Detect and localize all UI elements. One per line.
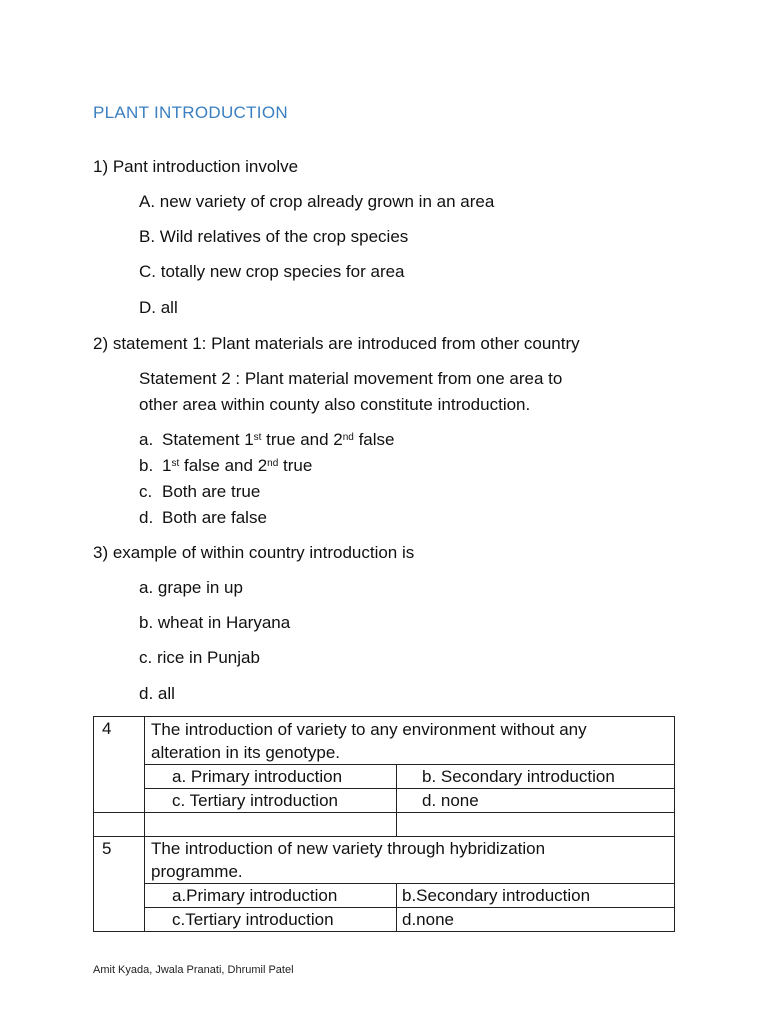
q5-option-c: c.Tertiary introduction bbox=[145, 908, 397, 932]
q4-number: 4 bbox=[94, 717, 145, 765]
option-text: false bbox=[353, 430, 395, 449]
q4-option-a: a. Primary introduction bbox=[145, 765, 397, 789]
q4-option-c: c. Tertiary introduction bbox=[145, 789, 397, 813]
table-row bbox=[94, 908, 675, 932]
table-row bbox=[94, 717, 675, 765]
table-row bbox=[94, 884, 675, 908]
superscript: st bbox=[253, 432, 262, 443]
option-text: 1 bbox=[162, 456, 172, 475]
option-text: Both are true bbox=[162, 482, 261, 501]
q2-option-a bbox=[139, 429, 395, 451]
table-row bbox=[94, 765, 675, 789]
empty-cell bbox=[94, 813, 145, 837]
q1-option-a: A. new variety of crop already grown in an area bbox=[139, 192, 495, 211]
question-3: 3) example of within country introduction is bbox=[93, 543, 415, 562]
superscript: nd bbox=[342, 432, 354, 443]
q5-option-d: d.none bbox=[397, 908, 675, 932]
q3-option-a: a. grape in up bbox=[139, 578, 243, 597]
q2-option-b bbox=[139, 455, 312, 477]
empty-cell bbox=[145, 813, 397, 837]
q5-option-b: b.Secondary introduction bbox=[397, 884, 675, 908]
question-1: 1) Pant introduction involve bbox=[93, 157, 299, 176]
superscript: st bbox=[171, 458, 180, 469]
q3-option-c: c. rice in Punjab bbox=[139, 648, 260, 667]
option-text: true and 2 bbox=[261, 430, 343, 449]
option-text: true bbox=[278, 456, 313, 475]
option-marker: d. bbox=[139, 508, 154, 527]
q1-option-d: D. all bbox=[139, 298, 178, 317]
empty-cell bbox=[94, 765, 145, 789]
q2-option-c bbox=[139, 481, 260, 503]
q3-option-b: b. wheat in Haryana bbox=[139, 613, 291, 632]
empty-cell bbox=[397, 813, 675, 837]
footer-authors: Amit Kyada, Jwala Pranati, Dhrumil Patel bbox=[93, 964, 294, 976]
empty-cell bbox=[94, 789, 145, 813]
q5-number: 5 bbox=[94, 837, 145, 884]
q4-option-d: d. none bbox=[397, 789, 675, 813]
q2-option-d bbox=[139, 507, 267, 529]
q2-statement-2-line-2: other area within county also constitute introduction. bbox=[139, 395, 531, 414]
q3-option-d: d. all bbox=[139, 684, 175, 703]
table-row bbox=[94, 813, 675, 837]
option-text: Statement 1 bbox=[162, 430, 254, 449]
q5-line-2: programme. bbox=[151, 862, 243, 881]
table-row bbox=[94, 837, 675, 884]
q1-option-b: B. Wild relatives of the crop species bbox=[139, 227, 409, 246]
q2-statement-2-line-1: Statement 2 : Plant material movement from one area to bbox=[139, 369, 563, 388]
empty-cell bbox=[94, 884, 145, 908]
q4-text bbox=[145, 717, 675, 765]
q4-line-1: The introduction of variety to any environment without any bbox=[151, 720, 587, 739]
option-text: Both are false bbox=[162, 508, 267, 527]
option-marker: c. bbox=[139, 482, 153, 501]
table-row bbox=[94, 789, 675, 813]
option-marker: b. bbox=[139, 456, 154, 475]
q5-line-1: The introduction of new variety through hybridization bbox=[151, 839, 546, 858]
q4-option-b: b. Secondary introduction bbox=[397, 765, 675, 789]
q5-option-a: a.Primary introduction bbox=[145, 884, 397, 908]
question-2: 2) statement 1: Plant materials are introduced from other country bbox=[93, 334, 580, 353]
option-text: false and 2 bbox=[179, 456, 268, 475]
superscript: nd bbox=[267, 458, 279, 469]
q5-text bbox=[145, 837, 675, 884]
empty-cell bbox=[94, 908, 145, 932]
q4-line-2: alteration in its genotype. bbox=[151, 743, 341, 762]
q1-option-c: C. totally new crop species for area bbox=[139, 262, 405, 281]
questions-table bbox=[93, 716, 675, 932]
option-marker: a. bbox=[139, 430, 154, 449]
page-title: PLANT INTRODUCTION bbox=[93, 103, 288, 122]
